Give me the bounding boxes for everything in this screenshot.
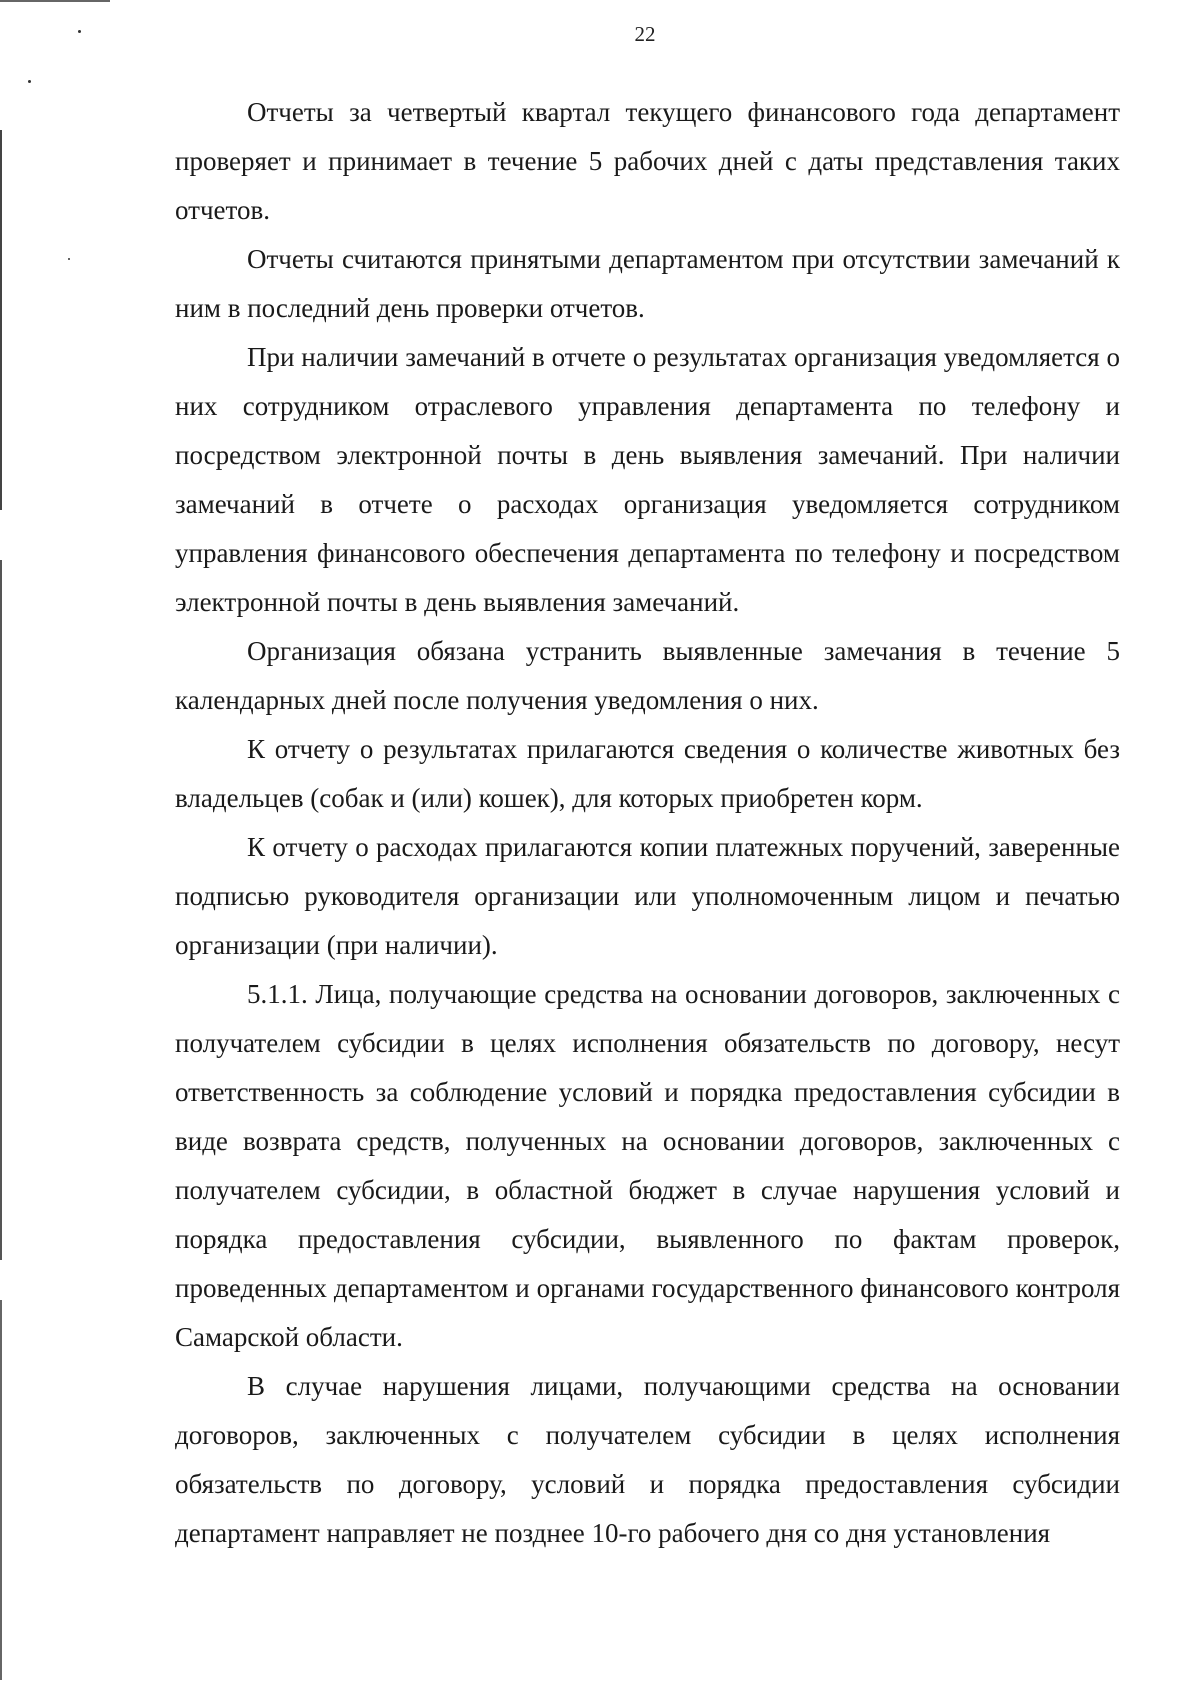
- paragraph: К отчету о расходах прилагаются копии платежных поручений, заверенные подписью руководителя организации или уполномоченным лицом и печатью организации (при наличии).: [175, 832, 1120, 960]
- scan-edge-line: [0, 0, 110, 2]
- scan-speck: [28, 80, 31, 83]
- scan-left-edge: [0, 560, 2, 1260]
- paragraph: 5.1.1. Лица, получающие средства на основании договоров, заключенных с получателем субсидии в целях исполнения обязательств по договору, несут ответственность за соблюдение условий и порядка предоставления субсидии в виде возврата средств, полученных на основании договоров, заключенных с получателем субсидии, в областной бюджет в случае нарушения условий и порядка предоставления субсидии, выявленного по фактам проверок, проведенных департаментом и органами государственного финансового контроля Самарской области.: [175, 979, 1120, 1352]
- scan-left-edge: [0, 1300, 2, 1680]
- paragraph: При наличии замечаний в отчете о результатах организация уведомляется о них сотрудником отраслевого управления департамента по телефону и посредством электронной почты в день выявления замечаний. При наличии замечаний в отчете о расходах организация уведомляется сотрудником управления финансового обеспечения департамента по телефону и посредством электронной почты в день выявления замечаний.: [175, 342, 1120, 617]
- document-body: [175, 88, 1120, 1558]
- scan-speck: [68, 258, 70, 260]
- paragraph: Отчеты за четвертый квартал текущего финансового года департамент проверяет и принимает в течение 5 рабочих дней с даты представления таких отчетов.: [175, 97, 1120, 225]
- page-number: 22: [634, 22, 656, 46]
- paragraph: Отчеты считаются принятыми департаментом при отсутствии замечаний к ним в последний день проверки отчетов.: [175, 244, 1120, 323]
- scan-left-edge: [0, 130, 2, 510]
- paragraph: Организация обязана устранить выявленные замечания в течение 5 календарных дней после получения уведомления о них.: [175, 636, 1120, 715]
- paragraph: В случае нарушения лицами, получающими средства на основании договоров, заключенных с получателем субсидии в целях исполнения обязательств по договору, условий и порядка предоставления субсидии департамент направляет не позднее 10-го рабочего дня со дня установления: [175, 1371, 1120, 1548]
- paragraph: К отчету о результатах прилагаются сведения о количестве животных без владельцев (собак и (или) кошек), для которых приобретен корм.: [175, 734, 1120, 813]
